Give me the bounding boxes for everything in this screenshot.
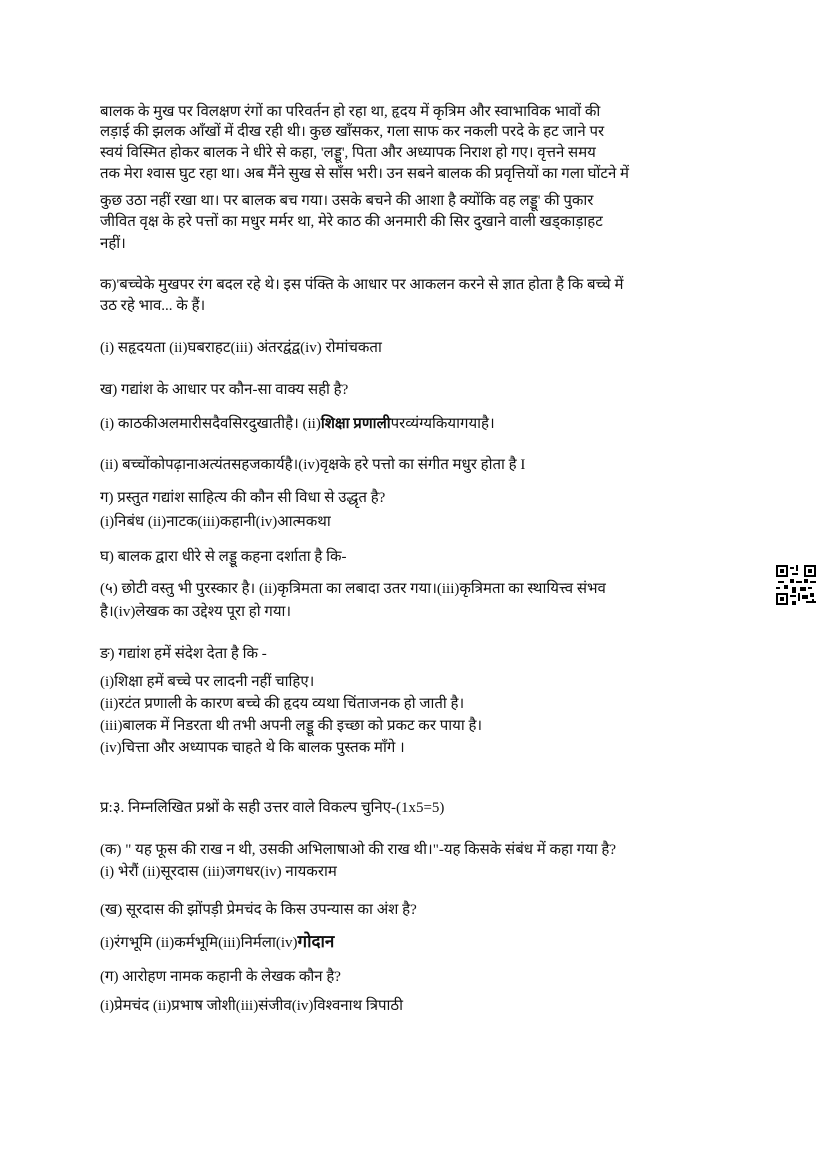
question-kha-options-2: (ii) बच्चोंकोपढ़ानाअत्यंतसहजकार्यहै।(iv)वृक्षके हरे पत्तो का संगीत मधुर होता है I [100,457,526,473]
s3-question-3-options: (i)प्रेमचंद (ii)प्रभाष जोशी(iii)संजीव(iv)विश्वनाथ त्रिपाठी [100,998,404,1014]
question-ka-options: (i) सहृदयता (ii)घबराहट(iii) अंतरद्वंद्व(iv) रोमांचकता [100,340,382,356]
question-nga-option: (iii)बालक में निडरता थी तभी अपनी लड्डू की इच्छा को प्रकट कर पाया है। [100,718,483,734]
qr-code-icon [776,565,816,605]
question-kha: ख) गद्यांश के आधार पर कौन-सा वाक्य सही है? [100,382,349,398]
s3-question-2-options [100,932,334,953]
option-bold-text: गोदान [297,932,335,951]
question-kha-options-1 [100,414,495,434]
question-gha-options: (५) छोटी वस्तु भी पुरस्कार है। (ii)कृत्रिमता का लबादा उतर गया।(iii)कृत्रिमता का स्थायित्त्व संभव [100,581,606,597]
passage-line: बालक के मुख पर विलक्षण रंगों का परिवर्तन हो रहा था, हृदय में कृत्रिम और स्वाभाविक भावों की [100,104,601,120]
question-nga-option: (ii)रटंत प्रणाली के कारण बच्चे की हृदय व्यथा चिंताजनक हो जाती है। [100,696,465,712]
question-ga: ग) प्रस्तुत गद्यांश साहित्य की कौन सी विधा से उद्धृत है? [100,490,386,506]
option-bold-text: शिक्षा प्रणाली [320,416,391,432]
question-nga: ङ) गद्यांश हमें संदेश देता है कि - [100,646,267,662]
passage-line: लड़ाई की झलक आँखों में दीख रही थी। कुछ खाँसकर, गला साफ कर नकली परदे के हट जाने पर [100,124,605,140]
section-3-heading: प्र:३. निम्नलिखित प्रश्नों के सही उत्तर वाले विकल्प चुनिए-(1x5=5) [100,800,445,816]
passage-line: नहीं। [100,236,126,252]
question-nga-option: (iv)चित्ता और अध्यापक चाहते थे कि बालक पुस्तक माँगे । [100,740,405,756]
option-text: (i) काठकीअलमारीसदैवसिरदुखातीहै। (ii) [100,416,321,432]
s3-question-3: (ग) आरोहण नामक कहानी के लेखक कौन है? [100,969,341,985]
passage-line: जीवित वृक्ष के हरे पत्तों का मधुर मर्मर था, मेरे काठ की अनमारी की सिर दुखाने वाली खड्काड़ाहट [100,214,603,230]
question-gha: घ) बालक द्वारा धीरे से लड्डू कहना दर्शाता है कि- [100,549,347,565]
option-text: (i)रंगभूमि (ii)कर्मभूमि(iii)निर्मला(iv) [100,935,298,951]
s3-question-1: (क) " यह फूस की राख न थी, उसकी अभिलाषाओ की राख थी।"-यह किसके संबंध में कहा गया है? [100,842,616,858]
s3-question-1-options: (i) भेरौं (ii)सूरदास (iii)जगधर(iv) नायकराम [100,864,337,880]
question-ga-options: (i)निबंध (ii)नाटक(iii)कहानी(iv)आत्मकथा [100,514,331,530]
passage-line: तक मेरा श्वास घुट रहा था। अब मैंने सुख से साँस भरी। उन सबने बालक की प्रवृत्तियों का गला घोंटने में [100,166,629,182]
option-text: परव्यंग्यकियागयाहै। [390,416,495,432]
passage-line: स्वयं विस्मित होकर बालक ने धीरे से कहा, 'लड्डू', पिता और अध्यापक निराश हो गए। वृत्तने समय [100,145,596,161]
question-nga-option: (i)शिक्षा हमें बच्चे पर लादनी नहीं चाहिए। [100,674,315,690]
passage-line: कुछ उठा नहीं रखा था। पर बालक बच गया। उसके बचने की आशा है क्योंकि वह लड्डू' की पुकार [100,193,594,209]
question-ka: क)'बच्चेके मुखपर रंग बदल रहे थे। इस पंक्ति के आधार पर आकलन करने से ज्ञात होता है कि बच्चे में [100,277,624,293]
question-ka-cont: उठ रहे भाव... के हैं। [100,298,206,314]
question-gha-options-cont: है।(iv)लेखक का उद्देश्य पूरा हो गया। [100,604,292,620]
s3-question-2: (ख) सूरदास की झोंपड़ी प्रेमचंद के किस उपन्यास का अंश है? [100,902,417,918]
